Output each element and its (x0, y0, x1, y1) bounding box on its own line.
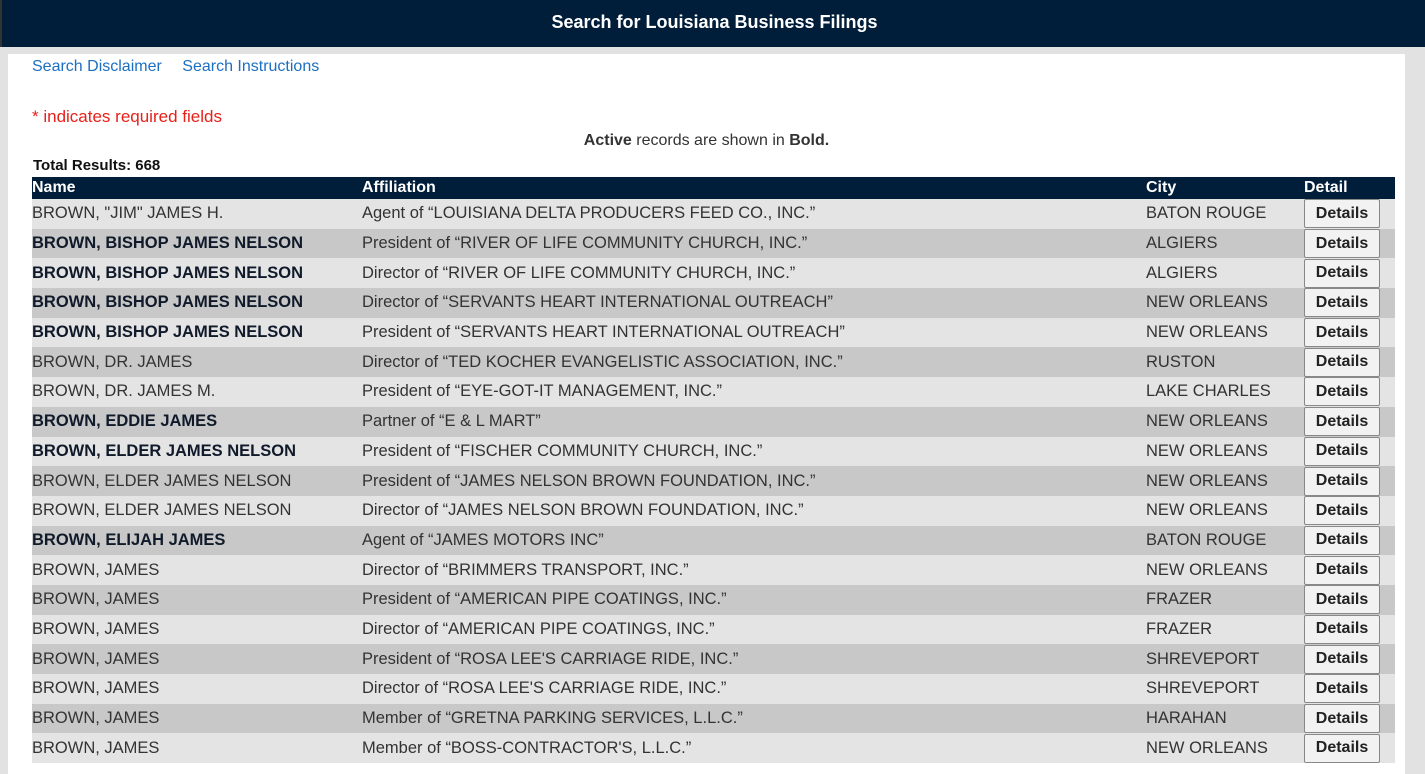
row-affiliation: President of “SERVANTS HEART INTERNATIONAL OUTREACH” (362, 318, 1146, 348)
row-city: ALGIERS (1146, 229, 1304, 259)
row-name: BROWN, JAMES (32, 733, 362, 763)
row-affiliation: Member of “BOSS-CONTRACTOR'S, L.L.C.” (362, 733, 1146, 763)
table-row (32, 199, 1395, 229)
row-affiliation: Agent of “JAMES MOTORS INC” (362, 526, 1146, 556)
search-instructions-link[interactable]: Search Instructions (182, 58, 320, 75)
row-name: BROWN, DR. JAMES M. (32, 377, 362, 407)
details-button[interactable]: Details (1304, 229, 1380, 258)
required-fields-note: * indicates required fields (32, 107, 222, 126)
row-name: BROWN, EDDIE JAMES (32, 407, 362, 437)
details-button[interactable]: Details (1304, 437, 1380, 466)
row-name: BROWN, ELDER JAMES NELSON (32, 437, 362, 467)
details-button[interactable]: Details (1304, 407, 1380, 436)
col-name: Name (32, 177, 362, 199)
row-city: FRAZER (1146, 585, 1304, 615)
row-name: BROWN, JAMES (32, 674, 362, 704)
col-detail: Detail (1304, 177, 1395, 199)
table-row (32, 437, 1395, 467)
row-city: NEW ORLEANS (1146, 466, 1304, 496)
details-button[interactable]: Details (1304, 348, 1380, 377)
table-row (32, 526, 1395, 556)
row-name: BROWN, JAMES (32, 555, 362, 585)
active-label: Active (583, 132, 632, 149)
row-name: BROWN, DR. JAMES (32, 347, 362, 377)
table-row (32, 585, 1395, 615)
details-button[interactable]: Details (1304, 674, 1380, 703)
page-title: Search for Louisiana Business Filings (551, 12, 878, 32)
table-row (32, 288, 1395, 318)
row-name: BROWN, ELDER JAMES NELSON (32, 496, 362, 526)
table-row (32, 229, 1395, 259)
row-name: BROWN, BISHOP JAMES NELSON (32, 258, 362, 288)
row-affiliation: Director of “SERVANTS HEART INTERNATIONAL OUTREACH” (362, 288, 1146, 318)
details-button[interactable]: Details (1304, 288, 1380, 317)
row-name: BROWN, BISHOP JAMES NELSON (32, 318, 362, 348)
details-button[interactable]: Details (1304, 318, 1380, 347)
row-city: LAKE CHARLES (1146, 377, 1304, 407)
col-affiliation: Affiliation (362, 177, 1146, 199)
table-row (32, 347, 1395, 377)
row-name: BROWN, ELIJAH JAMES (32, 526, 362, 556)
table-row (32, 733, 1395, 763)
row-affiliation: Director of “ROSA LEE'S CARRIAGE RIDE, INC.” (362, 674, 1146, 704)
row-city: NEW ORLEANS (1146, 318, 1304, 348)
bold-label: Bold. (789, 132, 830, 149)
table-row (32, 644, 1395, 674)
row-affiliation: President of “AMERICAN PIPE COATINGS, INC.” (362, 585, 1146, 615)
row-city: ALGIERS (1146, 258, 1304, 288)
active-records-note (8, 132, 1405, 150)
row-affiliation: President of “RIVER OF LIFE COMMUNITY CHURCH, INC.” (362, 229, 1146, 259)
row-city: BATON ROUGE (1146, 199, 1304, 229)
row-name: BROWN, ELDER JAMES NELSON (32, 466, 362, 496)
table-row (32, 496, 1395, 526)
row-city: BATON ROUGE (1146, 526, 1304, 556)
row-city: NEW ORLEANS (1146, 496, 1304, 526)
page-header (0, 0, 1425, 47)
row-name: BROWN, BISHOP JAMES NELSON (32, 288, 362, 318)
row-affiliation: Member of “GRETNA PARKING SERVICES, L.L.C.” (362, 704, 1146, 734)
table-row (32, 407, 1395, 437)
row-affiliation: President of “FISCHER COMMUNITY CHURCH, INC.” (362, 437, 1146, 467)
row-city: SHREVEPORT (1146, 644, 1304, 674)
row-affiliation: Director of “RIVER OF LIFE COMMUNITY CHURCH, INC.” (362, 258, 1146, 288)
row-name: BROWN, JAMES (32, 644, 362, 674)
table-header (32, 177, 1395, 199)
row-affiliation: President of “ROSA LEE'S CARRIAGE RIDE, INC.” (362, 644, 1146, 674)
results-table (32, 177, 1395, 763)
row-affiliation: Director of “AMERICAN PIPE COATINGS, INC.” (362, 615, 1146, 645)
row-affiliation: Director of “BRIMMERS TRANSPORT, INC.” (362, 555, 1146, 585)
table-row (32, 318, 1395, 348)
details-button[interactable]: Details (1304, 615, 1380, 644)
table-row (32, 258, 1395, 288)
row-city: HARAHAN (1146, 704, 1304, 734)
total-results: Total Results: 668 (33, 157, 161, 174)
row-city: NEW ORLEANS (1146, 437, 1304, 467)
row-city: NEW ORLEANS (1146, 555, 1304, 585)
active-note-text: records are shown in (631, 132, 790, 149)
row-city: NEW ORLEANS (1146, 288, 1304, 318)
row-city: NEW ORLEANS (1146, 407, 1304, 437)
details-button[interactable]: Details (1304, 467, 1380, 496)
row-affiliation: Partner of “E & L MART” (362, 407, 1146, 437)
row-affiliation: President of “JAMES NELSON BROWN FOUNDATION, INC.” (362, 466, 1146, 496)
search-disclaimer-link[interactable]: Search Disclaimer (32, 58, 162, 75)
table-row (32, 704, 1395, 734)
row-city: FRAZER (1146, 615, 1304, 645)
col-city: City (1146, 177, 1304, 199)
details-button[interactable]: Details (1304, 585, 1380, 614)
help-links (32, 58, 335, 76)
details-button[interactable]: Details (1304, 496, 1380, 525)
details-button[interactable]: Details (1304, 734, 1380, 763)
row-name: BROWN, "JIM" JAMES H. (32, 199, 362, 229)
row-name: BROWN, JAMES (32, 585, 362, 615)
row-city: RUSTON (1146, 347, 1304, 377)
main-content (8, 54, 1405, 774)
row-affiliation: Agent of “LOUISIANA DELTA PRODUCERS FEED CO., INC.” (362, 199, 1146, 229)
row-name: BROWN, JAMES (32, 704, 362, 734)
details-button[interactable]: Details (1304, 199, 1380, 228)
table-row (32, 555, 1395, 585)
table-row (32, 377, 1395, 407)
row-affiliation: President of “EYE-GOT-IT MANAGEMENT, INC.” (362, 377, 1146, 407)
row-affiliation: Director of “TED KOCHER EVANGELISTIC ASSOCIATION, INC.” (362, 347, 1146, 377)
row-name: BROWN, BISHOP JAMES NELSON (32, 229, 362, 259)
table-row (32, 674, 1395, 704)
details-button[interactable]: Details (1304, 556, 1380, 585)
table-row (32, 466, 1395, 496)
details-button[interactable]: Details (1304, 704, 1380, 733)
row-city: SHREVEPORT (1146, 674, 1304, 704)
row-city: NEW ORLEANS (1146, 733, 1304, 763)
table-row (32, 615, 1395, 645)
row-name: BROWN, JAMES (32, 615, 362, 645)
details-button[interactable]: Details (1304, 645, 1380, 674)
details-button[interactable]: Details (1304, 259, 1380, 288)
details-button[interactable]: Details (1304, 526, 1380, 555)
details-button[interactable]: Details (1304, 377, 1380, 406)
row-affiliation: Director of “JAMES NELSON BROWN FOUNDATION, INC.” (362, 496, 1146, 526)
